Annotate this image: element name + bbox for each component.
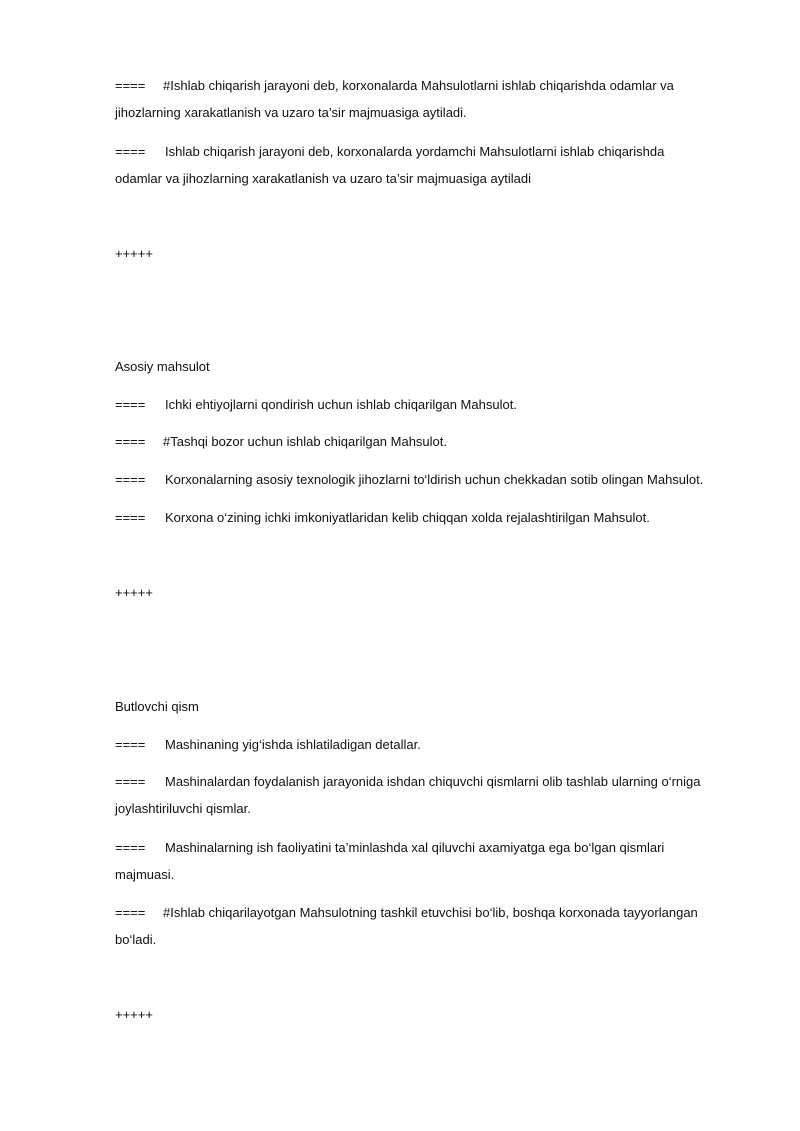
question-option bbox=[115, 839, 664, 857]
option-text: Ishlab chiqarish jarayoni deb, korxonalarda yordamchi Mahsulotlarni ishlab chiqarishda bbox=[165, 144, 665, 159]
question-option bbox=[115, 904, 698, 922]
question-option bbox=[115, 77, 674, 95]
question-option bbox=[115, 143, 664, 161]
question-option bbox=[115, 396, 517, 414]
option-text: #Ishlab chiqarilayotgan Mahsulotning tashkil etuvchisi bo‘lib, boshqa korxonada tayyorlangan bbox=[163, 905, 698, 920]
option-marker: ==== bbox=[115, 397, 146, 412]
option-marker: ==== bbox=[115, 737, 146, 752]
option-text-continuation: joylashtiriluvchi qismlar. bbox=[115, 801, 251, 816]
question-option bbox=[115, 509, 650, 527]
option-text: #Tashqi bozor uchun ishlab chiqarilgan Mahsulot. bbox=[163, 434, 448, 449]
option-text-continuation: odamlar va jihozlarning xarakatlanish va uzaro ta’sir majmuasiga aytiladi bbox=[115, 171, 531, 186]
option-text: Mashinaning yig‘ishda ishlatiladigan detallar. bbox=[165, 737, 421, 752]
option-text-continuation: majmuasi. bbox=[115, 867, 175, 882]
option-text: Mashinalardan foydalanish jarayonida ishdan chiquvchi qismlarni olib tashlab ularning o‘rniga bbox=[165, 774, 701, 789]
question-option bbox=[115, 773, 701, 791]
question-separator: +++++ bbox=[115, 1007, 153, 1022]
question-option bbox=[115, 433, 447, 451]
option-marker: ==== bbox=[115, 774, 146, 789]
option-text: Korxona o‘zining ichki imkoniyatlaridan kelib chiqqan xolda rejalashtirilgan Mahsulot. bbox=[165, 510, 650, 525]
option-text: Korxonalarning asosiy texnologik jihozlarni to‘ldirish uchun chekkadan sotib olingan Mahsulot. bbox=[165, 472, 704, 487]
question-option bbox=[115, 736, 421, 754]
option-marker: ==== bbox=[115, 78, 146, 93]
question-separator: +++++ bbox=[115, 585, 153, 600]
option-text: Ichki ehtiyojlarni qondirish uchun ishlab chiqarilgan Mahsulot. bbox=[165, 397, 517, 412]
option-marker: ==== bbox=[115, 905, 146, 920]
option-text: Mashinalarning ish faoliyatini ta’minlashda xal qiluvchi axamiyatga ega bo‘lgan qismlari bbox=[165, 840, 665, 855]
option-text-continuation: jihozlarning xarakatlanish va uzaro ta’sir majmuasiga aytiladi. bbox=[115, 105, 467, 120]
option-marker: ==== bbox=[115, 144, 146, 159]
option-text: #Ishlab chiqarish jarayoni deb, korxonalarda Mahsulotlarni ishlab chiqarishda odamlar va bbox=[163, 78, 674, 93]
option-marker: ==== bbox=[115, 840, 146, 855]
option-text-continuation: bo‘ladi. bbox=[115, 932, 157, 947]
question-heading: Asosiy mahsulot bbox=[115, 359, 210, 374]
question-option bbox=[115, 471, 703, 489]
option-marker: ==== bbox=[115, 510, 146, 525]
option-marker: ==== bbox=[115, 472, 146, 487]
question-separator: +++++ bbox=[115, 246, 153, 261]
question-heading: Butlovchi qism bbox=[115, 699, 199, 714]
option-marker: ==== bbox=[115, 434, 146, 449]
